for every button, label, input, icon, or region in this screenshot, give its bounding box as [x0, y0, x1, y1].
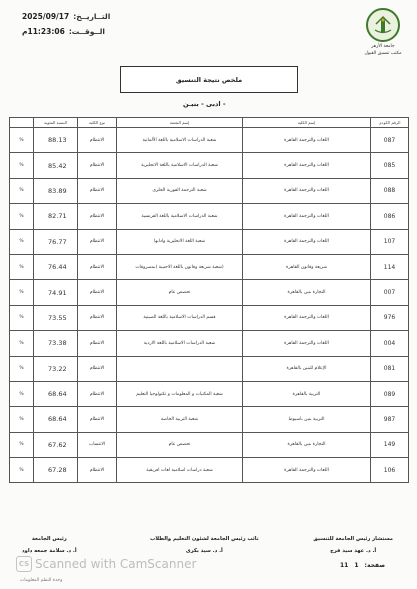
header-score: النسبة المئوية [34, 118, 78, 128]
president-name: أ. د. سلامة جمعه داود [22, 548, 77, 554]
row-division: شعبة اللغة الانجليزية وادابها [117, 229, 243, 254]
vice-president-signature [150, 536, 259, 554]
row-pct: % [10, 254, 34, 279]
row-college: اللغات والترجمة القاهرة [243, 178, 371, 203]
row-code: 004 [371, 331, 409, 356]
time-row [22, 27, 105, 36]
row-code: 087 [371, 128, 409, 153]
row-code: 114 [371, 254, 409, 279]
table-row [10, 280, 409, 305]
header-division: إسم الشعبة [117, 118, 243, 128]
table-row [10, 407, 409, 432]
row-code: 086 [371, 204, 409, 229]
row-score: 73.55 [34, 305, 78, 330]
table-row [10, 153, 409, 178]
row-college: التجارة بنين بالقاهرة [243, 432, 371, 457]
row-score: 67.62 [34, 432, 78, 457]
row-pct: % [10, 381, 34, 406]
row-score: 67.28 [34, 458, 78, 483]
coordinator-signature [313, 536, 393, 554]
logo-line-1: جامعة الأزهر [371, 44, 395, 49]
row-score: 83.89 [34, 178, 78, 203]
header-code: الرقم الكودى [371, 118, 409, 128]
row-pct: % [10, 204, 34, 229]
coordinator-title: مستشار رئيس الجامعة للتنسيق [313, 536, 393, 542]
row-division: تخصص عام [117, 432, 243, 457]
row-code: 987 [371, 407, 409, 432]
row-type: الانتظام [78, 407, 117, 432]
president-signature [22, 536, 77, 554]
row-type: الانتظام [78, 305, 117, 330]
row-score: 73.38 [34, 331, 78, 356]
row-type: الانتظام [78, 178, 117, 203]
row-pct: % [10, 458, 34, 483]
azhar-emblem-icon [366, 8, 400, 42]
row-college: اللغات والترجمة القاهرة [243, 331, 371, 356]
row-pct: % [10, 153, 34, 178]
header-college: إسم الكلية [243, 118, 371, 128]
date-row [22, 12, 110, 21]
table-row [10, 229, 409, 254]
row-pct: % [10, 432, 34, 457]
row-division: شعبة الترجمة الفورية الجلزى [117, 178, 243, 203]
row-division: شعبة الدراسات الاسلامية باللغة الفرنسية [117, 204, 243, 229]
row-code: 149 [371, 432, 409, 457]
camscanner-logo-icon: CS [16, 556, 32, 572]
row-college: اللغات والترجمة القاهرة [243, 128, 371, 153]
row-score: 82.71 [34, 204, 78, 229]
results-table [9, 117, 409, 483]
row-pct: % [10, 128, 34, 153]
row-college: اللغات والترجمة القاهرة [243, 458, 371, 483]
row-division: شعبة التربية الخاصة [117, 407, 243, 432]
row-code: 088 [371, 178, 409, 203]
table-row [10, 432, 409, 457]
row-division: تخصص عام [117, 280, 243, 305]
table-row [10, 178, 409, 203]
row-score: 68.64 [34, 407, 78, 432]
row-college: التربية بالقاهرة [243, 381, 371, 406]
table-body [10, 128, 409, 483]
row-type: الانتظام [78, 204, 117, 229]
time-value: 11:23:06م [22, 27, 65, 36]
camscanner-watermark [16, 556, 196, 572]
row-type: الانتظام [78, 280, 117, 305]
row-score: 73.22 [34, 356, 78, 381]
row-code: 007 [371, 280, 409, 305]
row-division: شعبة الدراسات الاسلامية باللغة الاردية [117, 331, 243, 356]
section-label: - ادبى - بنيـن [183, 100, 226, 108]
header-type: نوع الكلية [78, 118, 117, 128]
table-header-row [10, 118, 409, 128]
coordinator-name: أ. د. عهد سيد فرج [330, 548, 377, 554]
table-row [10, 381, 409, 406]
row-pct: % [10, 331, 34, 356]
row-pct: % [10, 280, 34, 305]
vice-title: نائب رئيس الجامعة لشئون التعليم والطلاب [150, 536, 259, 542]
row-division: (شعبة شريعة وقانون باللغة الاجنبية (بمصروفات [117, 254, 243, 279]
footer-note: وحدة النظم المعلومات [20, 578, 63, 583]
header-pct [10, 118, 34, 128]
row-score: 74.91 [34, 280, 78, 305]
row-division: قسم الدراسات الاسلامية باللغة الصينية [117, 305, 243, 330]
row-division [117, 356, 243, 381]
watermark-text: Scanned with CamScanner [35, 557, 197, 571]
row-college: اللغات والترجمة القاهرة [243, 153, 371, 178]
table-row [10, 204, 409, 229]
row-pct: % [10, 356, 34, 381]
row-type: الانتساب [78, 432, 117, 457]
table-row [10, 331, 409, 356]
row-division: شعبة المكتبات و المعلومات و تكنولوجيا التعليم [117, 381, 243, 406]
row-type: الانتظام [78, 153, 117, 178]
row-college: اللغات والترجمة القاهرة [243, 305, 371, 330]
row-type: الانتظام [78, 356, 117, 381]
row-code: 106 [371, 458, 409, 483]
row-score: 76.44 [34, 254, 78, 279]
row-type: الانتظام [78, 254, 117, 279]
row-score: 88.13 [34, 128, 78, 153]
page-total: 11 [340, 562, 349, 569]
university-logo [363, 8, 403, 56]
row-pct: % [10, 229, 34, 254]
president-title: رئيس الجامعة [31, 536, 67, 542]
row-pct: % [10, 305, 34, 330]
row-college: شريعة وقانون القاهرة [243, 254, 371, 279]
row-code: 089 [371, 381, 409, 406]
page-label: صفحة: [364, 562, 386, 569]
time-label: الــوقــت: [68, 27, 106, 36]
page-title: ملخص نتيجة التنسيق [120, 66, 298, 93]
row-type: الانتظام [78, 229, 117, 254]
row-division: شعبة دراسات اسلامية لغات افريقية [117, 458, 243, 483]
row-score: 68.64 [34, 381, 78, 406]
row-score: 76.77 [34, 229, 78, 254]
date-value: 2025/09/17 [22, 12, 70, 21]
row-college: اللغات والترجمة القاهرة [243, 204, 371, 229]
row-pct: % [10, 407, 34, 432]
logo-line-2: مكتب تنسيق القبول [364, 51, 402, 56]
table-row [10, 356, 409, 381]
row-college: الإعلام للبنين بالقاهرة [243, 356, 371, 381]
page-current: 1 [354, 562, 359, 569]
row-code: 976 [371, 305, 409, 330]
row-college: التجارة بنين بالقاهرة [243, 280, 371, 305]
table-row [10, 305, 409, 330]
row-type: الانتظام [78, 381, 117, 406]
vice-name: أ. د. سيد بكرى [185, 548, 223, 554]
row-code: 085 [371, 153, 409, 178]
table-row [10, 254, 409, 279]
page-indicator [340, 562, 385, 569]
row-college: التربية بنين باسيوط [243, 407, 371, 432]
row-pct: % [10, 178, 34, 203]
row-division: شعبة الدراسات الاسلامية باللغة الانجليزية [117, 153, 243, 178]
table-row [10, 128, 409, 153]
row-type: الانتظام [78, 331, 117, 356]
row-division: شعبة الدراسات الاسلامية باللغة الألمانية [117, 128, 243, 153]
row-code: 107 [371, 229, 409, 254]
row-college: اللغات والترجمة القاهرة [243, 229, 371, 254]
row-type: الانتظام [78, 128, 117, 153]
row-score: 85.42 [34, 153, 78, 178]
date-label: التــاريــخ: [73, 12, 111, 21]
row-type: الانتظام [78, 458, 117, 483]
row-code: 081 [371, 356, 409, 381]
table-row [10, 458, 409, 483]
